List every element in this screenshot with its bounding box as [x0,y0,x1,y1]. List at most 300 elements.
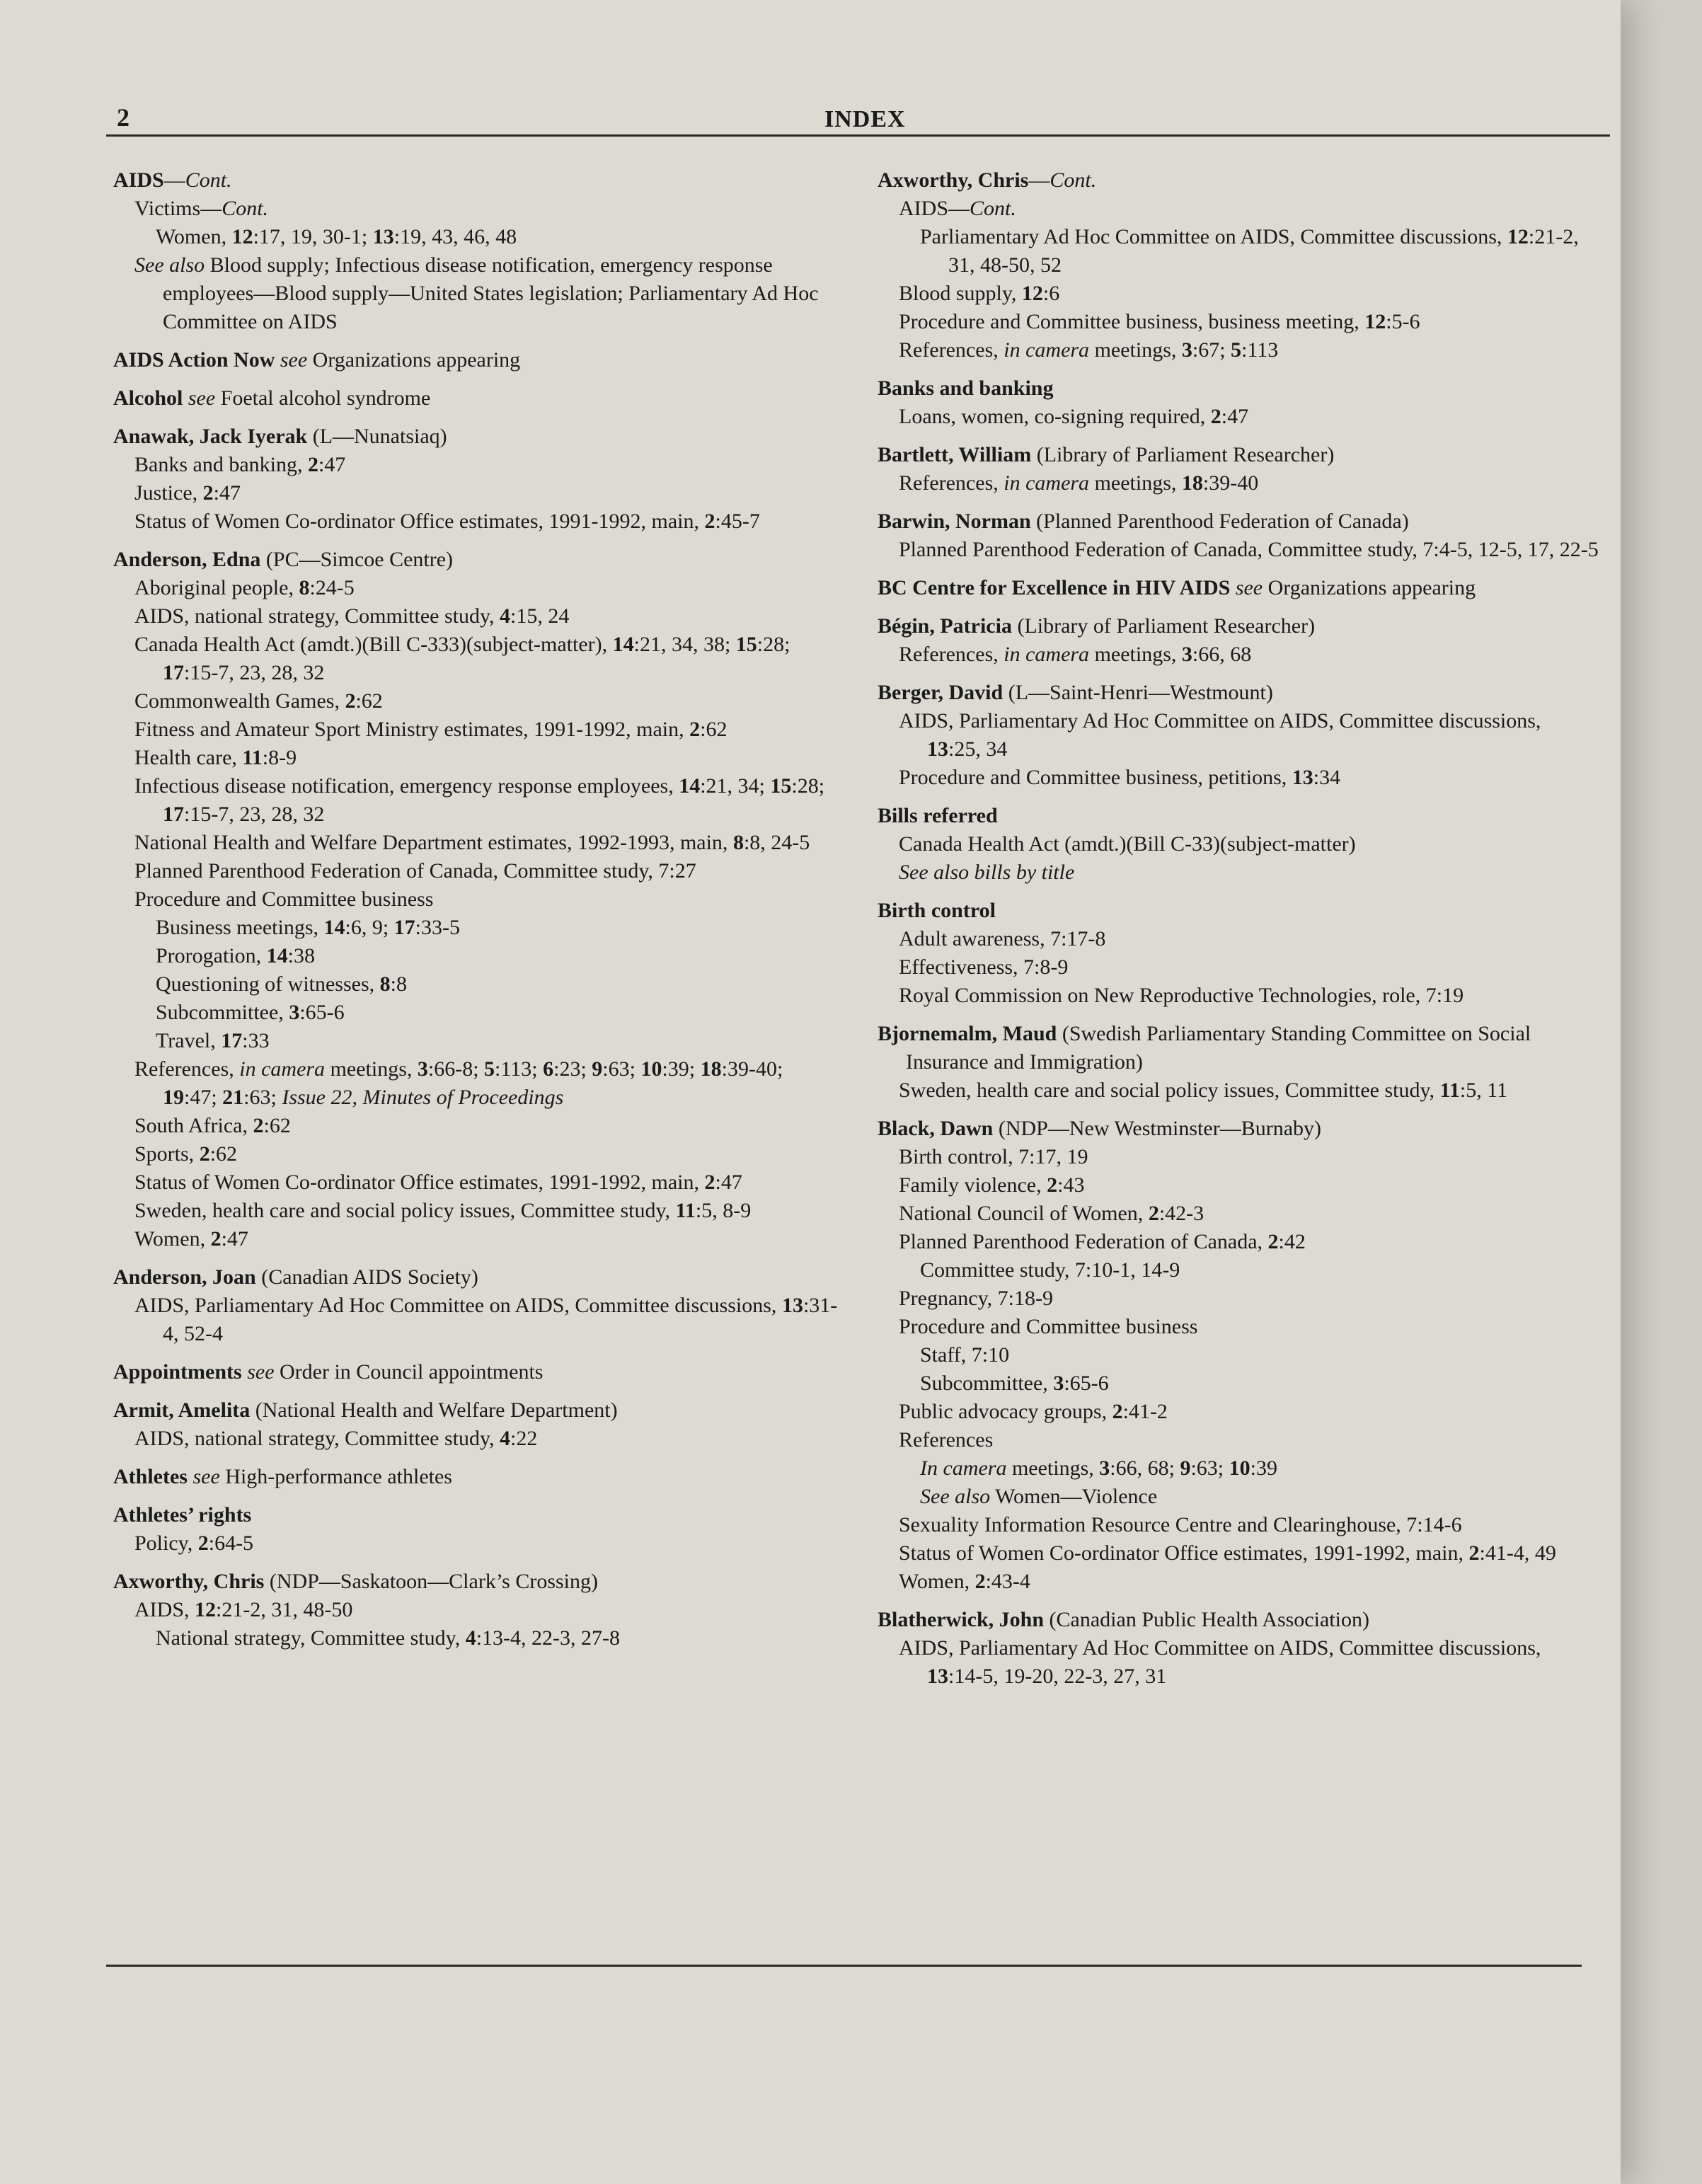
text-run: 12 [231,225,253,248]
text-run: AIDS, Parliamentary Ad Hoc Committee on AIDS, Committee discussions, [899,709,1541,732]
index-subentry [113,1529,842,1558]
index-subentry [113,1140,842,1168]
text-run: Staff, 7:10 [920,1343,1010,1367]
index-subentry [878,1454,1599,1483]
text-run: :45-7 [715,510,760,533]
text-run: :21-2, 31, 48-50 [216,1598,353,1621]
text-run: References, [899,643,1004,666]
index-subentry [878,195,1599,223]
index-entry [878,1606,1599,1691]
index-subentry [113,195,842,223]
index-subentry [878,764,1599,792]
text-run: Travel, [156,1029,222,1052]
text-run: :66-8; [427,1057,485,1081]
text-run: Public advocacy groups, [899,1400,1112,1423]
index-entry [113,1396,842,1453]
text-run: 17 [221,1029,243,1052]
index-heading [878,802,1599,830]
text-run: :5, 8-9 [695,1199,752,1222]
index-subentry [878,1256,1599,1284]
text-run: :31-4, 52-4 [163,1294,838,1345]
text-run: (PC—Simcoe Centre) [260,548,454,571]
text-run: :66, 68 [1192,643,1252,666]
text-run: Birth control [878,899,996,922]
text-run: 3 [417,1057,428,1081]
text-run: AIDS Action Now [113,348,275,372]
text-run: :41-2 [1122,1400,1168,1423]
index-entry [113,1568,842,1653]
index-subentry [878,308,1599,336]
text-run: :47 [318,453,346,476]
index-subentry [113,1112,842,1140]
text-run: Pregnancy, 7:18-9 [899,1287,1053,1310]
page-number: 2 [117,103,130,132]
text-run: :28; [791,774,825,798]
index-subentry [113,715,842,744]
text-run: Athletes’ rights [113,1503,252,1527]
text-run: Issue 22, Minutes of Proceedings [282,1086,564,1109]
text-run: see [241,1360,275,1384]
text-run: :15-7, 23, 28, 32 [184,803,325,826]
index-subentry [113,999,842,1027]
text-run: — [163,168,185,192]
index-subentry [113,602,842,631]
text-run: 17 [393,916,415,939]
text-run: :38 [287,944,315,967]
text-run: Loans, women, co-signing required, [899,405,1211,428]
text-run: :39-40; [721,1057,783,1081]
text-run: AIDS— [899,197,970,220]
text-run: Status of Women Co-ordinator Office estimates, 1991-1992, main, [899,1541,1469,1565]
index-subentry [113,829,842,857]
text-run: 2 [1267,1230,1279,1253]
text-run: 11 [242,746,263,769]
text-run: meetings, [1006,1456,1100,1480]
text-run: :41-4, 49 [1479,1541,1556,1565]
text-run: meetings, [1089,471,1182,495]
index-subentry [878,1200,1599,1228]
text-run: :66, 68; [1110,1456,1180,1480]
index-subentry [878,1483,1599,1511]
text-run: Sexuality Information Resource Centre and Clearinghouse, 7:14-6 [899,1513,1462,1536]
index-subentry [878,536,1599,564]
index-subentry [878,953,1599,982]
text-run: 15 [735,633,757,656]
index-subentry [113,479,842,507]
text-run: :34 [1313,766,1341,789]
index-subentry [878,858,1599,887]
text-run: (Library of Parliament Researcher) [1031,443,1335,466]
text-run: Committee study, 7:10-1, 14-9 [920,1258,1180,1282]
text-run: 9 [1180,1456,1191,1480]
text-run: Effectiveness, 7:8-9 [899,955,1069,979]
index-subentry [878,1539,1599,1568]
index-entry [113,1463,842,1491]
text-run: 8 [299,576,310,599]
text-run: Justice, [134,481,203,505]
text-run: Subcommittee, [156,1001,289,1024]
text-run: :33-5 [415,916,460,939]
text-run: Order in Council appointments [274,1360,544,1384]
text-run: :65-6 [1064,1372,1109,1395]
text-run: Canada Health Act (amdt.)(Bill C-333)(subject-matter), [134,633,613,656]
text-run: Women, [134,1227,211,1251]
text-run: 2 [199,1142,210,1166]
text-run: (Planned Parenthood Federation of Canada) [1030,510,1409,533]
text-run: :25, 34 [948,737,1008,761]
text-run: :24-5 [309,576,355,599]
text-run: :6 [1042,282,1060,305]
index-heading [878,897,1599,925]
text-run: Questioning of witnesses, [156,972,380,996]
text-run: Alcohol [113,386,183,410]
text-run: 13 [781,1294,803,1317]
text-run: 13 [1292,766,1313,789]
text-run: Armit, Amelita [113,1398,251,1422]
text-run: Infectious disease notification, emergency response employees, [134,774,679,798]
text-run: 2 [307,453,318,476]
text-run: 10 [1229,1456,1250,1480]
text-run: see [183,386,216,410]
index-heading [113,1396,842,1425]
text-run: (Library of Parliament Researcher) [1011,614,1316,638]
index-subentry [878,1398,1599,1426]
text-run: 8 [379,972,391,996]
index-subentry [878,280,1599,308]
text-run: :21, 34; [700,774,771,798]
text-run: meetings, [1089,643,1182,666]
index-heading [113,1568,842,1596]
text-run: 2 [197,1531,209,1555]
text-run: Blatherwick, John [878,1608,1045,1631]
text-run: 12 [195,1598,217,1621]
index-heading [878,1115,1599,1143]
text-run: 5 [484,1057,495,1081]
index-heading [113,166,842,195]
text-run: 21 [222,1086,244,1109]
index-heading [878,679,1599,707]
index-entry [878,441,1599,498]
index-entry [113,423,842,536]
text-run: :15-7, 23, 28, 32 [184,661,325,684]
text-run: :62 [700,718,728,741]
text-run: in camera [1004,338,1090,362]
text-run: :62 [209,1142,238,1166]
text-run: in camera [239,1057,326,1081]
text-run: Blood supply; Infectious disease notification, emergency response employees—Blood supply—United States legislation; Parliamentary Ad Hoc Committee on AIDS [163,253,819,333]
text-run: 13 [927,737,948,761]
index-subentry [878,707,1599,764]
text-run: Black, Dawn [878,1117,994,1140]
text-run: :8-9 [262,746,297,769]
text-run: South Africa, [134,1114,253,1137]
text-run: Axworthy, Chris [878,168,1029,192]
text-run: :62 [263,1114,291,1137]
page-header [117,103,1610,138]
index-subentry [113,574,842,602]
text-run: 2 [1112,1400,1123,1423]
index-subentry [113,631,842,687]
index-subentry [878,336,1599,364]
index-subentry [113,1425,842,1453]
text-run: AIDS, national strategy, Committee study, [134,604,500,628]
text-run: 2 [202,481,214,505]
index-heading [878,1606,1599,1634]
index-heading [113,423,842,451]
index-entry [878,679,1599,792]
text-run: (L—Nunatsiaq) [307,425,447,448]
text-run: 4 [465,1626,476,1650]
text-run: Blood supply, [899,282,1022,305]
index-subentry [878,223,1599,280]
index-subentry [113,914,842,942]
text-run: Bjornemalm, Maud [878,1022,1057,1045]
index-heading [113,546,842,574]
index-entry [878,612,1599,669]
text-run: References, [899,471,1004,495]
index-entry [878,802,1599,887]
index-subentry [113,687,842,715]
text-run: 2 [689,718,701,741]
text-run: Procedure and Committee business [134,887,434,911]
index-heading [878,374,1599,403]
text-run: Berger, David [878,681,1004,704]
index-entry [113,166,842,336]
text-run: :47 [221,1227,248,1251]
index-subentry [113,772,842,829]
index-heading [878,166,1599,195]
text-run: Procedure and Committee business, petitions, [899,766,1292,789]
index-heading [878,507,1599,536]
text-run: Anderson, Joan [113,1265,256,1289]
text-run: :33 [242,1029,270,1052]
text-run: Birth control, 7:17, 19 [899,1145,1088,1168]
text-run: Foetal alcohol syndrome [215,386,431,410]
index-subentry [878,1511,1599,1539]
text-run: — [1028,168,1050,192]
text-run: :5, 11 [1459,1079,1508,1102]
text-run: 2 [345,689,356,713]
index-entry [878,1115,1599,1596]
text-run: :17, 19, 30-1; [253,225,373,248]
text-run: :63; [1190,1456,1229,1480]
text-run: Canada Health Act (amdt.)(Bill C-33)(subject-matter) [899,832,1356,856]
text-run: Women, [156,225,232,248]
index-subentry [878,1076,1599,1105]
index-subentry [113,970,842,999]
text-run: 12 [1507,225,1529,248]
index-entry [113,1358,842,1386]
text-run: 19 [163,1086,184,1109]
index-subentry [878,1143,1599,1171]
text-run: Banks and banking [878,377,1054,400]
text-run: :8, 24-5 [743,831,810,854]
index-entry [878,1020,1599,1105]
header-rule [106,134,1610,137]
text-run: :19, 43, 46, 48 [393,225,517,248]
text-run: Health care, [134,746,243,769]
text-run: 18 [700,1057,722,1081]
index-heading [113,384,842,413]
text-run: (NDP—New Westminster—Burnaby) [993,1117,1321,1140]
text-run: Axworthy, Chris [113,1570,265,1593]
text-run: 11 [675,1199,696,1222]
text-run: 17 [163,803,184,826]
text-run: :64-5 [208,1531,254,1555]
index-subentry [113,857,842,885]
index-subentry [878,830,1599,858]
text-run: See also bills by title [899,861,1075,884]
text-run: :13-4, 22-3, 27-8 [476,1626,621,1650]
index-heading [113,1263,842,1292]
text-run: In camera [920,1456,1007,1480]
text-run: 14 [266,944,288,967]
text-run: 2 [974,1570,986,1593]
index-entry [878,574,1599,602]
text-run: :43 [1057,1173,1085,1197]
text-run: :5-6 [1386,310,1420,333]
text-run: :39 [1250,1456,1277,1480]
text-run: Bégin, Patricia [878,614,1012,638]
text-run: 10 [640,1057,662,1081]
text-run: 15 [770,774,792,798]
footer-rule [106,1965,1582,1967]
text-run: Victims— [134,197,222,220]
index-subentry [113,744,842,772]
text-run: :62 [355,689,383,713]
index-heading [878,441,1599,469]
text-run: :21-2, 31, 48-50, 52 [948,225,1579,277]
text-run: :39; [662,1057,701,1081]
text-run: 6 [543,1057,554,1081]
index-subentry [113,1197,842,1225]
text-run: Royal Commission on New Reproductive Technologies, role, 7:19 [899,984,1464,1007]
text-run: meetings, [1089,338,1182,362]
index-entry [113,546,842,1253]
index-heading [113,1463,842,1491]
index-entry [878,166,1599,364]
text-run: AIDS, national strategy, Committee study, [134,1427,500,1450]
index-entry [878,374,1599,431]
index-subentry [878,1313,1599,1341]
text-run: Aboriginal people, [134,576,299,599]
text-run: Status of Women Co-ordinator Office estimates, 1991-1992, main, [134,510,705,533]
text-run: Bartlett, William [878,443,1032,466]
text-run: :15, 24 [510,604,570,628]
index-subentry [878,469,1599,498]
text-run: Cont. [1050,168,1097,192]
text-run: 3 [289,1001,300,1024]
text-run: Sweden, health care and social policy issues, Committee study, [134,1199,676,1222]
text-run: :42 [1278,1230,1306,1253]
index-entry [113,346,842,374]
text-run: 2 [253,1114,264,1137]
text-run: AIDS, Parliamentary Ad Hoc Committee on AIDS, Committee discussions, [134,1294,782,1317]
text-run: Sweden, health care and social policy issues, Committee study, [899,1079,1440,1102]
index-subentry [878,403,1599,431]
index-subentry [113,1168,842,1197]
index-heading [113,1358,842,1386]
text-run: :8 [390,972,407,996]
text-run: 2 [704,1171,715,1194]
index-entry [113,1263,842,1348]
text-run: High-performance athletes [219,1465,452,1488]
text-run: 3 [1181,338,1192,362]
text-run: Bills referred [878,804,998,827]
text-run: 17 [163,661,184,684]
index-subentry [113,251,842,336]
index-subentry [878,1228,1599,1256]
text-run: Business meetings, [156,916,324,939]
text-run: 14 [323,916,345,939]
index-subentry [878,1568,1599,1596]
index-subentry [113,223,842,251]
text-run: AIDS, [134,1598,195,1621]
text-run: 12 [1364,310,1386,333]
text-run: 2 [1047,1173,1058,1197]
text-run: Subcommittee, [920,1372,1054,1395]
index-subentry [878,1426,1599,1454]
text-run: 2 [1468,1541,1480,1565]
index-subentry [878,925,1599,953]
text-run: :6, 9; [345,916,394,939]
text-run: :47; [184,1086,223,1109]
text-run: :47 [715,1171,742,1194]
index-heading [878,1020,1599,1076]
index-subentry [878,1284,1599,1313]
text-run: :47 [213,481,241,505]
text-run: 14 [679,774,701,798]
text-run: Planned Parenthood Federation of Canada, Committee study, 7:27 [134,859,696,883]
text-run: :28; [757,633,790,656]
text-run: Women, [899,1570,975,1593]
index-subentry [878,1369,1599,1398]
text-run: :14-5, 19-20, 22-3, 27, 31 [948,1665,1167,1688]
text-run: See also [920,1485,991,1508]
text-run: Family violence, [899,1173,1047,1197]
text-run: National strategy, Committee study, [156,1626,466,1650]
text-run: 3 [1053,1372,1064,1395]
index-subentry [113,1596,842,1624]
running-title: INDEX [824,106,906,132]
text-run: 3 [1181,643,1192,666]
text-run: see [187,1465,220,1488]
text-run: 11 [1439,1079,1460,1102]
text-run: Anderson, Edna [113,548,261,571]
text-run: Banks and banking, [134,453,308,476]
text-run: see [275,348,308,372]
index-entry [113,384,842,413]
text-run: :113; [495,1057,544,1081]
index-subentry [878,1341,1599,1369]
index-entry [113,1501,842,1558]
index-heading [878,612,1599,640]
text-run: (Swedish Parliamentary Standing Committee on Social Insurance and Immigration) [906,1022,1531,1074]
text-run: :67; [1192,338,1231,362]
text-run: in camera [1004,643,1090,666]
text-run: References, [134,1057,240,1081]
index-subentry [113,1292,842,1348]
index-entry [878,507,1599,564]
text-run: :23; [553,1057,592,1081]
text-run: Adult awareness, 7:17-8 [899,927,1106,950]
text-run: References, [899,338,1004,362]
text-run: :43-4 [985,1570,1030,1593]
text-run: 5 [1231,338,1242,362]
index-subentry [113,1027,842,1055]
text-run: Commonwealth Games, [134,689,345,713]
text-run: :21, 34, 38; [633,633,736,656]
